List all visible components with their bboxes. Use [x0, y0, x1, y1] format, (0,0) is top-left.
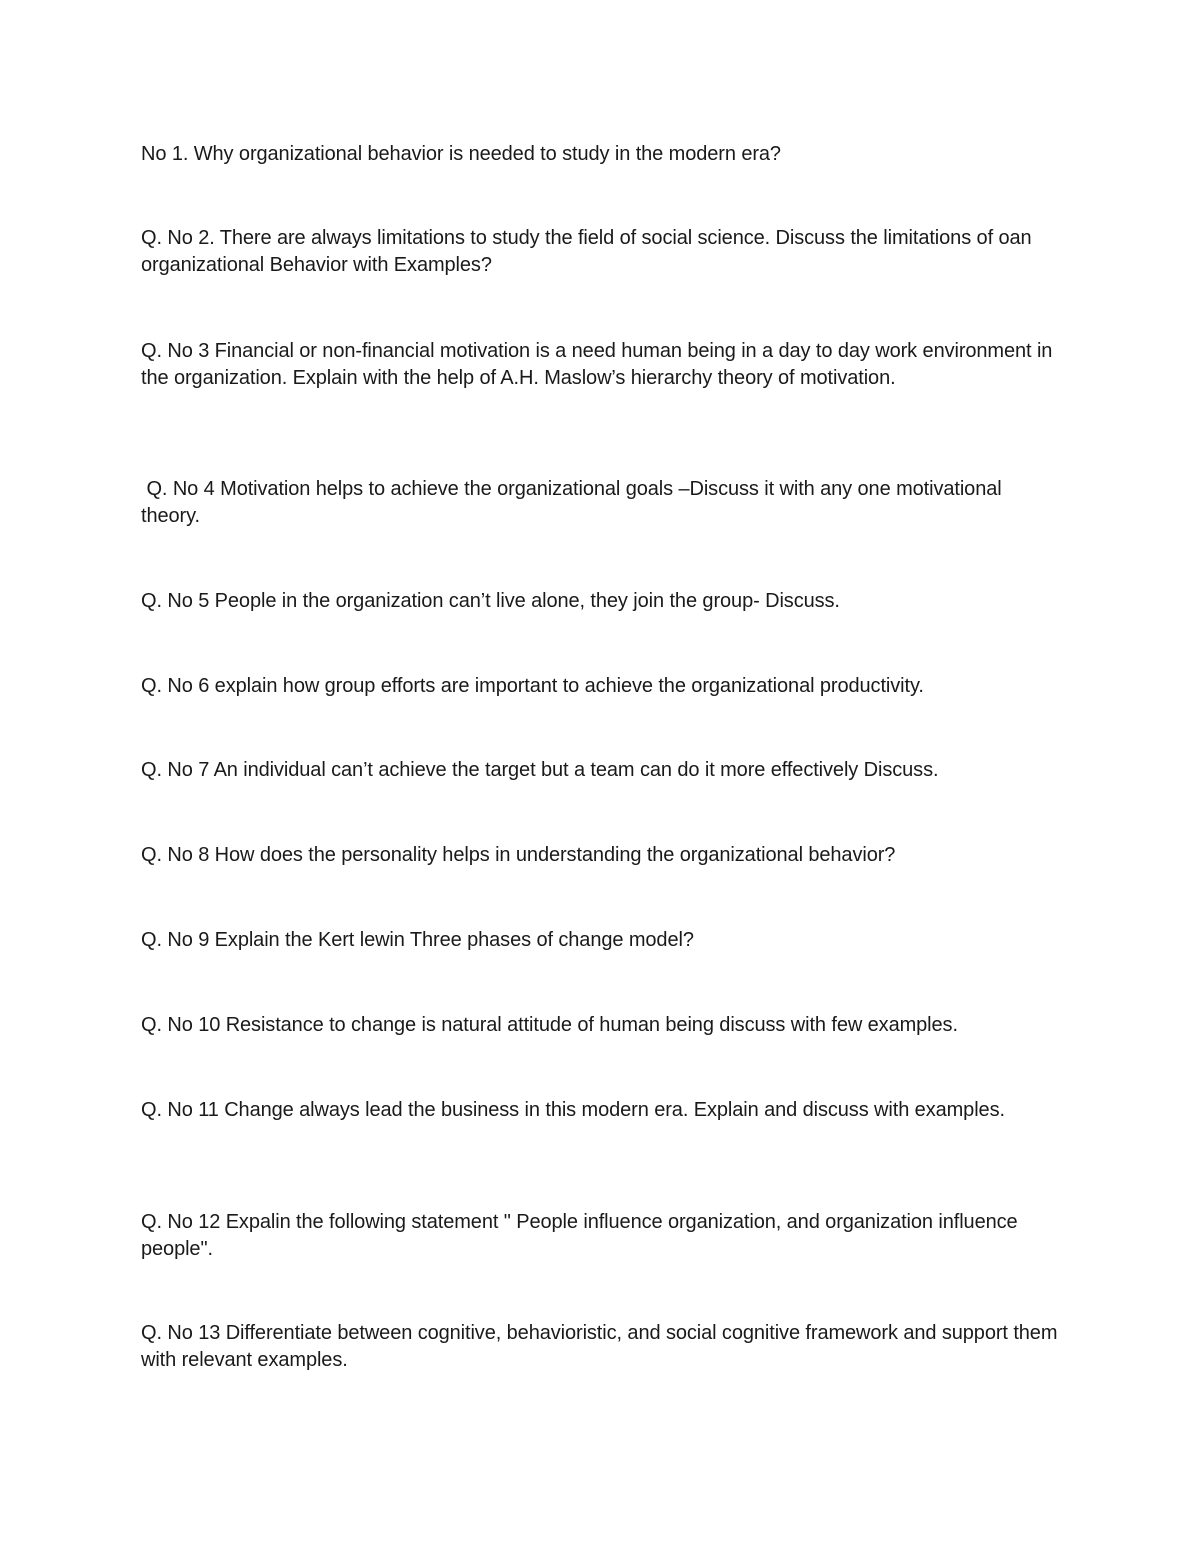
question-3: Q. No 3 Financial or non-financial motivation is a need human being in a day to day work environment in the organization. Explain with the help of A.H. Maslow’s hierarchy theory of motivation. — [141, 340, 1053, 389]
question-4: Q. No 4 Motivation helps to achieve the organizational goals –Discuss it with any one motivational theory. — [141, 478, 1008, 527]
question-12: Q. No 12 Expalin the following statement " People influence organization, and organization influence people". — [141, 1211, 1018, 1260]
question-5: Q. No 5 People in the organization can’t live alone, they join the group- Discuss. — [141, 590, 840, 612]
question-13: Q. No 13 Differentiate between cognitive, behavioristic, and social cognitive framework and support them with relevant examples. — [141, 1322, 1058, 1371]
question-10: Q. No 10 Resistance to change is natural attitude of human being discuss with few examples. — [141, 1014, 958, 1036]
question-9: Q. No 9 Explain the Kert lewin Three phases of change model? — [141, 929, 694, 951]
question-8: Q. No 8 How does the personality helps in understanding the organizational behavior? — [141, 844, 896, 866]
question-7: Q. No 7 An individual can’t achieve the target but a team can do it more effectively Discuss. — [141, 759, 939, 781]
question-6: Q. No 6 explain how group efforts are important to achieve the organizational productivity. — [141, 675, 924, 697]
question-11: Q. No 11 Change always lead the business in this modern era. Explain and discuss with examples. — [141, 1099, 1005, 1121]
question-2: Q. No 2. There are always limitations to study the field of social science. Discuss the limitations of oan organizational Behavior with Examples? — [141, 227, 1032, 276]
question-1: No 1. Why organizational behavior is needed to study in the modern era? — [141, 143, 781, 165]
